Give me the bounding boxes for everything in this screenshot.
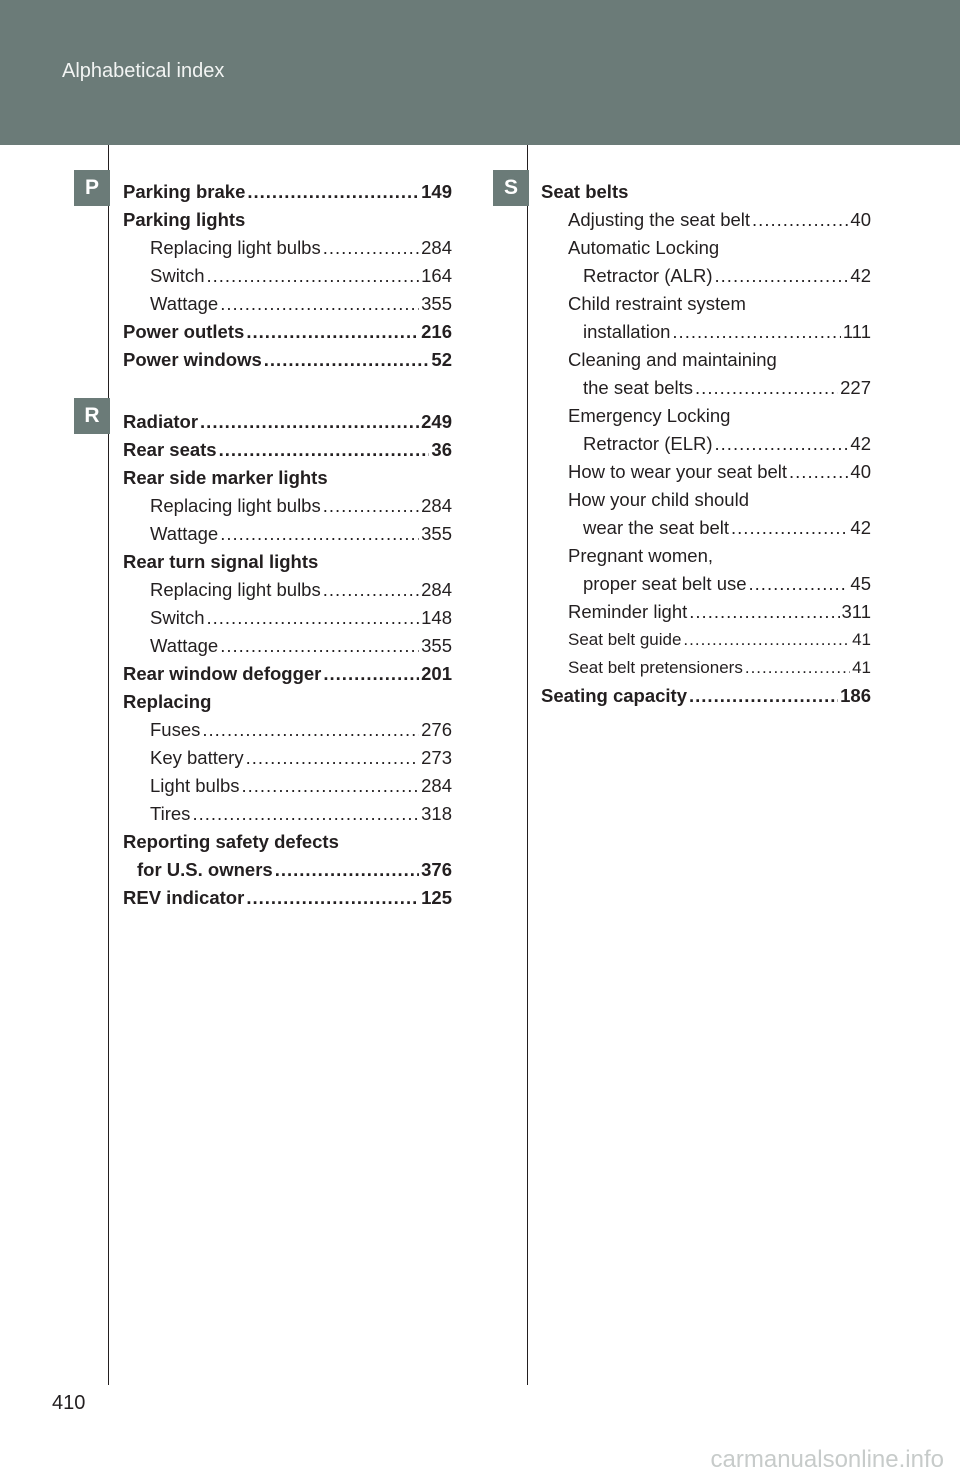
index-entry-text: Fuses bbox=[150, 719, 201, 740]
index-entry bbox=[123, 548, 452, 576]
leader-dots bbox=[689, 685, 838, 707]
index-entry-text: Emergency Locking bbox=[568, 405, 731, 426]
index-entry bbox=[541, 234, 871, 262]
leader-dots bbox=[749, 573, 849, 595]
index-column-left bbox=[123, 178, 452, 912]
index-entry bbox=[123, 318, 452, 346]
index-entry-text: the seat belts bbox=[583, 377, 694, 398]
index-entry bbox=[541, 682, 871, 710]
index-entry-page: 318 bbox=[421, 803, 452, 824]
index-entry-text: Tires bbox=[150, 803, 191, 824]
leader-dots bbox=[220, 523, 419, 545]
index-entry bbox=[123, 884, 452, 912]
leader-dots bbox=[207, 265, 420, 287]
index-entry bbox=[541, 402, 871, 430]
index-entry-text: How your child should bbox=[568, 489, 749, 510]
index-entry bbox=[123, 604, 452, 632]
index-entry bbox=[541, 570, 871, 598]
index-entry-page: 273 bbox=[421, 747, 452, 768]
index-entry-page: 284 bbox=[421, 495, 452, 516]
index-entry-text: Rear side marker lights bbox=[123, 467, 328, 488]
leader-dots bbox=[220, 635, 419, 657]
index-entry-text: Rear seats bbox=[123, 439, 217, 460]
leader-dots bbox=[264, 349, 430, 371]
leader-dots bbox=[695, 377, 838, 399]
index-entry bbox=[541, 290, 871, 318]
index-entry-text: Cleaning and maintaining bbox=[568, 349, 777, 370]
index-entry bbox=[123, 206, 452, 234]
index-entry-text: Replacing light bulbs bbox=[150, 237, 321, 258]
index-entry-page: 41 bbox=[852, 630, 871, 649]
index-entry-text: Reminder light bbox=[568, 601, 688, 622]
index-entry-text: Reporting safety defects bbox=[123, 831, 339, 852]
index-entry-page: 284 bbox=[421, 237, 452, 258]
index-entry bbox=[123, 234, 452, 262]
index-entry bbox=[123, 492, 452, 520]
index-entry-text: Replacing light bulbs bbox=[150, 495, 321, 516]
index-entry bbox=[123, 828, 452, 856]
leader-dots bbox=[202, 719, 419, 741]
leader-dots bbox=[752, 209, 848, 231]
section-p-list bbox=[123, 178, 452, 374]
index-entry-text: for U.S. owners bbox=[137, 859, 273, 880]
index-entry-text: REV indicator bbox=[123, 887, 245, 908]
index-entry-page: 311 bbox=[841, 601, 871, 622]
leader-dots bbox=[323, 237, 419, 259]
index-entry bbox=[541, 626, 871, 654]
index-entry-page: 164 bbox=[421, 265, 452, 286]
index-entry-page: 216 bbox=[421, 321, 452, 342]
leader-dots bbox=[715, 433, 849, 455]
section-r-list bbox=[123, 408, 452, 912]
index-entry-page: 355 bbox=[421, 523, 452, 544]
leader-dots bbox=[323, 663, 419, 685]
index-entry-page: 276 bbox=[421, 719, 452, 740]
index-entry-text: Child restraint system bbox=[568, 293, 746, 314]
page-header bbox=[0, 0, 960, 145]
index-entry-text: Seat belts bbox=[541, 181, 629, 202]
index-entry-page: 111 bbox=[842, 321, 871, 342]
leader-dots bbox=[192, 803, 419, 825]
index-entry bbox=[541, 486, 871, 514]
index-entry bbox=[541, 206, 871, 234]
index-entry bbox=[123, 346, 452, 374]
section-letter-p: P bbox=[74, 170, 110, 206]
index-entry-text: Wattage bbox=[150, 635, 219, 656]
leader-dots bbox=[323, 579, 419, 601]
index-entry-text: Replacing bbox=[123, 691, 212, 712]
leader-dots bbox=[731, 517, 848, 539]
section-letter-s: S bbox=[493, 170, 529, 206]
index-entry-page: 52 bbox=[431, 349, 452, 370]
index-entry bbox=[123, 436, 452, 464]
column-divider-right bbox=[527, 145, 528, 1385]
index-entry-page: 227 bbox=[840, 377, 871, 398]
index-entry bbox=[123, 576, 452, 604]
index-entry bbox=[123, 290, 452, 318]
index-entry-text: installation bbox=[583, 321, 671, 342]
index-entry bbox=[541, 430, 871, 458]
index-entry-text: Retractor (ALR) bbox=[583, 265, 713, 286]
index-entry-page: 186 bbox=[840, 685, 871, 706]
index-entry-text: Retractor (ELR) bbox=[583, 433, 713, 454]
index-entry-page: 376 bbox=[421, 859, 452, 880]
index-entry-text: Key battery bbox=[150, 747, 244, 768]
index-entry-text: Power outlets bbox=[123, 321, 245, 342]
leader-dots bbox=[219, 439, 430, 461]
index-entry-page: 41 bbox=[852, 658, 871, 677]
index-entry bbox=[123, 856, 452, 884]
index-entry bbox=[541, 318, 871, 346]
index-entry bbox=[123, 800, 452, 828]
leader-dots bbox=[275, 859, 419, 881]
index-entry-page: 148 bbox=[421, 607, 452, 628]
index-entry-text: How to wear your seat belt bbox=[568, 461, 788, 482]
index-entry bbox=[541, 178, 871, 206]
leader-dots bbox=[246, 747, 420, 769]
index-entry-text: Rear window defogger bbox=[123, 663, 322, 684]
leader-dots bbox=[789, 461, 848, 483]
index-entry bbox=[123, 688, 452, 716]
index-entry-page: 284 bbox=[421, 579, 452, 600]
leader-dots bbox=[683, 630, 850, 650]
index-entry-text: Parking brake bbox=[123, 181, 246, 202]
index-entry-text: Light bulbs bbox=[150, 775, 240, 796]
index-entry-text: Switch bbox=[150, 265, 205, 286]
section-s-list bbox=[541, 178, 871, 710]
index-entry-page: 36 bbox=[431, 439, 452, 460]
leader-dots bbox=[672, 321, 840, 343]
leader-dots bbox=[220, 293, 419, 315]
leader-dots bbox=[323, 495, 419, 517]
index-entry bbox=[123, 744, 452, 772]
index-entry bbox=[123, 408, 452, 436]
leader-dots bbox=[207, 607, 420, 629]
index-entry-page: 42 bbox=[850, 265, 871, 286]
watermark: carmanualsonline.info bbox=[710, 1446, 944, 1473]
column-divider-left bbox=[108, 145, 109, 1385]
index-entry-text: Seat belt pretensioners bbox=[568, 658, 743, 677]
index-entry-text: proper seat belt use bbox=[583, 573, 747, 594]
index-entry bbox=[541, 654, 871, 682]
header-title: Alphabetical index bbox=[62, 60, 225, 82]
index-entry bbox=[541, 346, 871, 374]
leader-dots bbox=[689, 601, 839, 623]
index-entry-text: Adjusting the seat belt bbox=[568, 209, 751, 230]
index-entry-text: Seat belt guide bbox=[568, 630, 682, 649]
index-entry-page: 45 bbox=[850, 573, 871, 594]
leader-dots bbox=[246, 321, 419, 343]
index-entry bbox=[541, 374, 871, 402]
index-entry bbox=[123, 464, 452, 492]
leader-dots bbox=[241, 775, 419, 797]
index-entry-page: 355 bbox=[421, 293, 452, 314]
index-entry-page: 42 bbox=[850, 433, 871, 454]
index-entry bbox=[123, 520, 452, 548]
index-entry-text: Automatic Locking bbox=[568, 237, 720, 258]
leader-dots bbox=[715, 265, 849, 287]
leader-dots bbox=[200, 411, 419, 433]
index-entry bbox=[541, 458, 871, 486]
index-entry-text: Wattage bbox=[150, 293, 219, 314]
index-entry-text: Replacing light bulbs bbox=[150, 579, 321, 600]
index-entry-page: 284 bbox=[421, 775, 452, 796]
index-entry-text: Switch bbox=[150, 607, 205, 628]
index-entry bbox=[541, 514, 871, 542]
index-entry-page: 201 bbox=[421, 663, 452, 684]
index-entry-text: wear the seat belt bbox=[583, 517, 730, 538]
leader-dots bbox=[246, 887, 419, 909]
index-entry-text: Radiator bbox=[123, 411, 199, 432]
index-entry bbox=[123, 716, 452, 744]
index-entry bbox=[541, 542, 871, 570]
index-entry bbox=[123, 660, 452, 688]
index-entry bbox=[123, 178, 452, 206]
index-entry-text: Pregnant women, bbox=[568, 545, 714, 566]
index-entry-text: Power windows bbox=[123, 349, 262, 370]
section-letter-r: R bbox=[74, 398, 110, 434]
index-entry-page: 149 bbox=[421, 181, 452, 202]
index-entry-text: Rear turn signal lights bbox=[123, 551, 319, 572]
leader-dots bbox=[745, 658, 850, 678]
index-entry-text: Parking lights bbox=[123, 209, 246, 230]
index-entry-page: 249 bbox=[421, 411, 452, 432]
leader-dots bbox=[247, 181, 419, 203]
index-entry-page: 40 bbox=[850, 209, 871, 230]
index-entry-page: 355 bbox=[421, 635, 452, 656]
index-entry bbox=[123, 772, 452, 800]
index-entry bbox=[123, 632, 452, 660]
index-entry-page: 125 bbox=[421, 887, 452, 908]
index-entry-page: 42 bbox=[850, 517, 871, 538]
index-entry-text: Seating capacity bbox=[541, 685, 688, 706]
index-entry bbox=[541, 598, 871, 626]
index-entry-page: 40 bbox=[850, 461, 871, 482]
index-entry-text: Wattage bbox=[150, 523, 219, 544]
index-entry bbox=[123, 262, 452, 290]
index-column-right bbox=[541, 178, 871, 710]
page-number: 410 bbox=[52, 1392, 86, 1414]
index-entry bbox=[541, 262, 871, 290]
